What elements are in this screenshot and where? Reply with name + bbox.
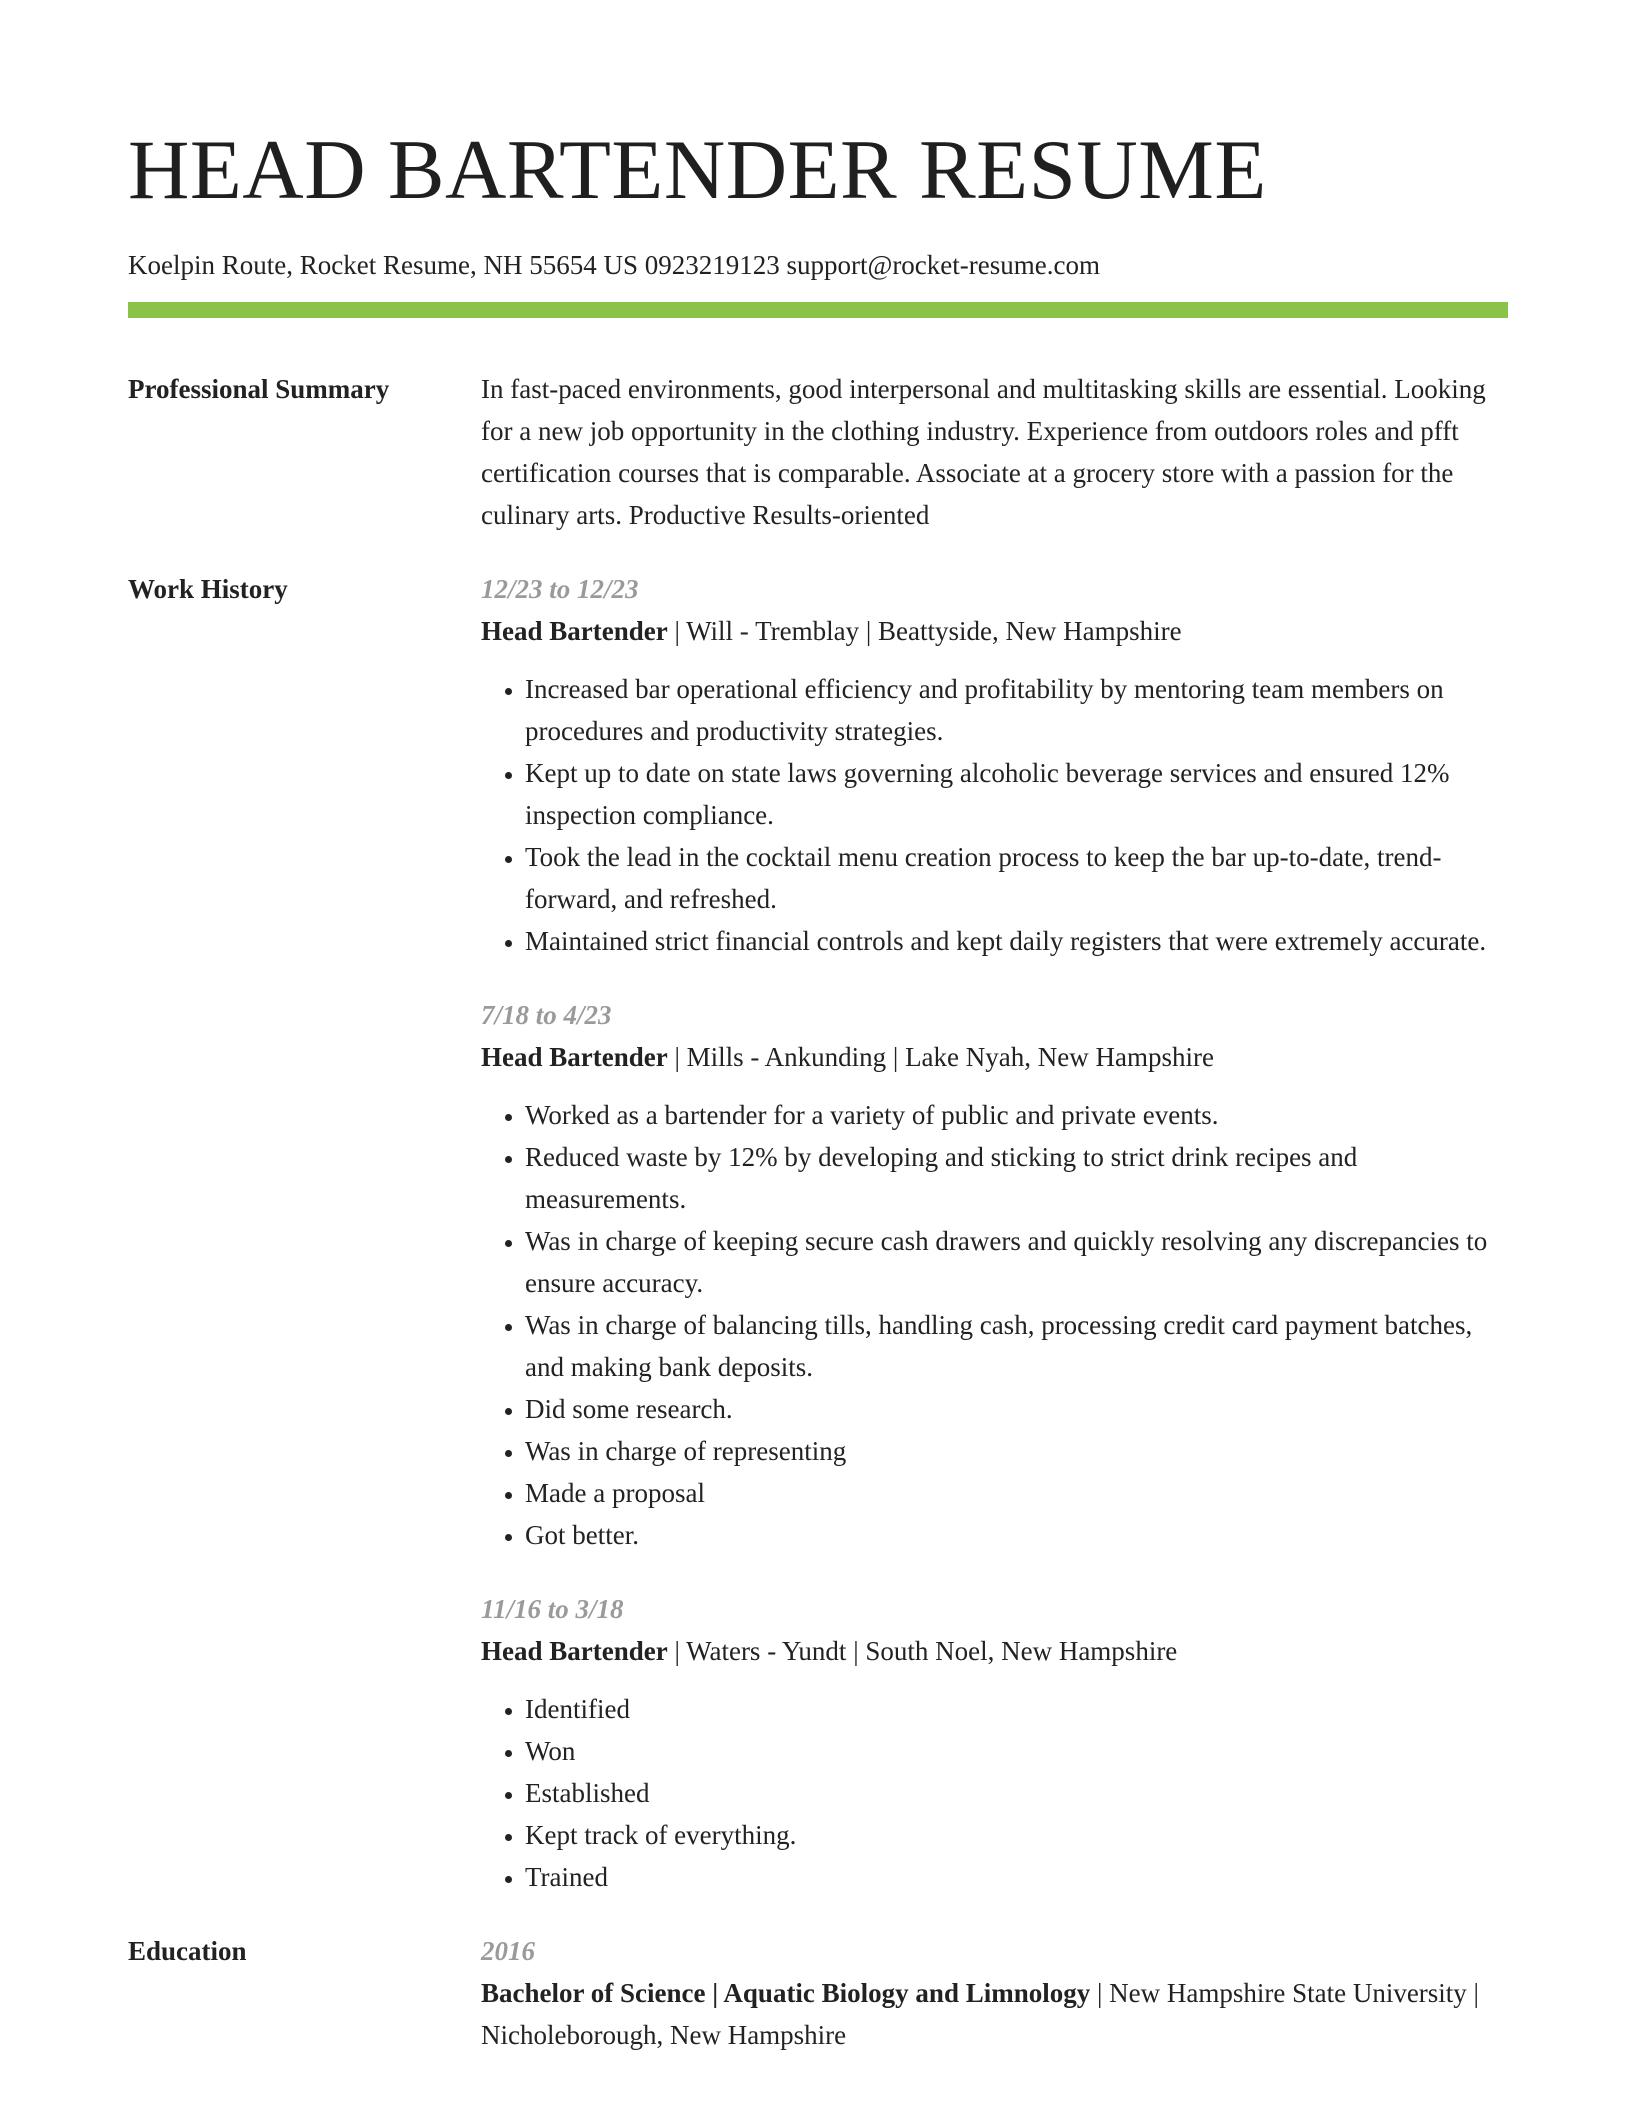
- job-title-line: [481, 1036, 1508, 1078]
- resume-page: [128, 120, 1508, 2056]
- summary-text: In fast-paced environments, good interpersonal and multitasking skills are essential. Looking for a new job opportunity in the clothing industry. Experience from outdoors roles and pfft certification courses that is comparable. Associate at a grocery store with a passion for the culinary arts. Productive Results-oriented: [481, 374, 1486, 530]
- job-dates: 12/23 to 12/23: [481, 574, 639, 604]
- job-entry: [481, 568, 1508, 962]
- job-bullet: • Kept up to date on state laws governing alcoholic beverage services and ensured 12% inspection compliance.: [525, 752, 1508, 836]
- job-role: Head Bartender: [481, 1042, 668, 1072]
- job-bullet: • Worked as a bartender for a variety of public and private events.: [525, 1094, 1508, 1136]
- job-bullet: • Won: [525, 1730, 1508, 1772]
- education-line: [481, 1972, 1508, 2056]
- job-bullet: • Increased bar operational efficiency and profitability by mentoring team members on procedures and productivity strategies.: [525, 668, 1508, 752]
- job-bullet: • Kept track of everything.: [525, 1814, 1508, 1856]
- job-bullets: [481, 1094, 1508, 1556]
- job-bullet: • Took the lead in the cocktail menu creation process to keep the bar up-to-date, trend-forward, and refreshed.: [525, 836, 1508, 920]
- job-entry: [481, 1588, 1508, 1898]
- professional-summary-section: [128, 368, 1508, 536]
- job-bullet: • Was in charge of keeping secure cash drawers and quickly resolving any discrepancies to ensure accuracy.: [525, 1220, 1508, 1304]
- job-bullet: • Was in charge of balancing tills, handling cash, processing credit card payment batches, and making bank deposits.: [525, 1304, 1508, 1388]
- job-title-line: [481, 610, 1508, 652]
- work-history-list: [481, 568, 1508, 1898]
- job-employer-location: | Will - Tremblay | Beattyside, New Hampshire: [667, 616, 1182, 646]
- education-section: [128, 1930, 1508, 2056]
- job-title-line: [481, 1630, 1508, 1672]
- job-bullet: • Reduced waste by 12% by developing and sticking to strict drink recipes and measurements.: [525, 1136, 1508, 1220]
- job-bullets: [481, 668, 1508, 962]
- resume-title: HEAD BARTENDER RESUME: [128, 123, 1267, 217]
- job-bullet: • Got better.: [525, 1514, 1508, 1556]
- job-dates: 7/18 to 4/23: [481, 1000, 612, 1030]
- work-history-section: [128, 568, 1508, 1898]
- education-year: 2016: [481, 1936, 535, 1966]
- job-employer-location: | Mills - Ankunding | Lake Nyah, New Hampshire: [667, 1042, 1214, 1072]
- section-label-professional-summary: Professional Summary: [128, 374, 390, 404]
- job-employer-location: | Waters - Yundt | South Noel, New Hampshire: [667, 1636, 1178, 1666]
- education-degree: Bachelor of Science | Aquatic Biology and Limnology: [481, 1978, 1091, 2008]
- job-role: Head Bartender: [481, 616, 668, 646]
- job-bullet: • Trained: [525, 1856, 1508, 1898]
- education-entry: [481, 1930, 1508, 2056]
- job-bullet: • Maintained strict financial controls and kept daily registers that were extremely accurate.: [525, 920, 1508, 962]
- job-bullet: • Established: [525, 1772, 1508, 1814]
- education-school: | New Hampshire State University | Nicholeborough, New Hampshire: [481, 1978, 1479, 2050]
- job-bullet: • Was in charge of representing: [525, 1430, 1508, 1472]
- section-label-education: Education: [128, 1936, 247, 1966]
- job-role: Head Bartender: [481, 1636, 668, 1666]
- job-bullet: • Did some research.: [525, 1388, 1508, 1430]
- job-bullet: • Made a proposal: [525, 1472, 1508, 1514]
- section-label-work-history: Work History: [128, 574, 288, 604]
- job-entry: [481, 994, 1508, 1556]
- accent-divider: [128, 302, 1508, 318]
- job-bullets: [481, 1688, 1508, 1898]
- job-bullet: • Identified: [525, 1688, 1508, 1730]
- contact-info: Koelpin Route, Rocket Resume, NH 55654 US 0923219123 support@rocket-resume.com: [128, 250, 1100, 280]
- job-dates: 11/16 to 3/18: [481, 1594, 624, 1624]
